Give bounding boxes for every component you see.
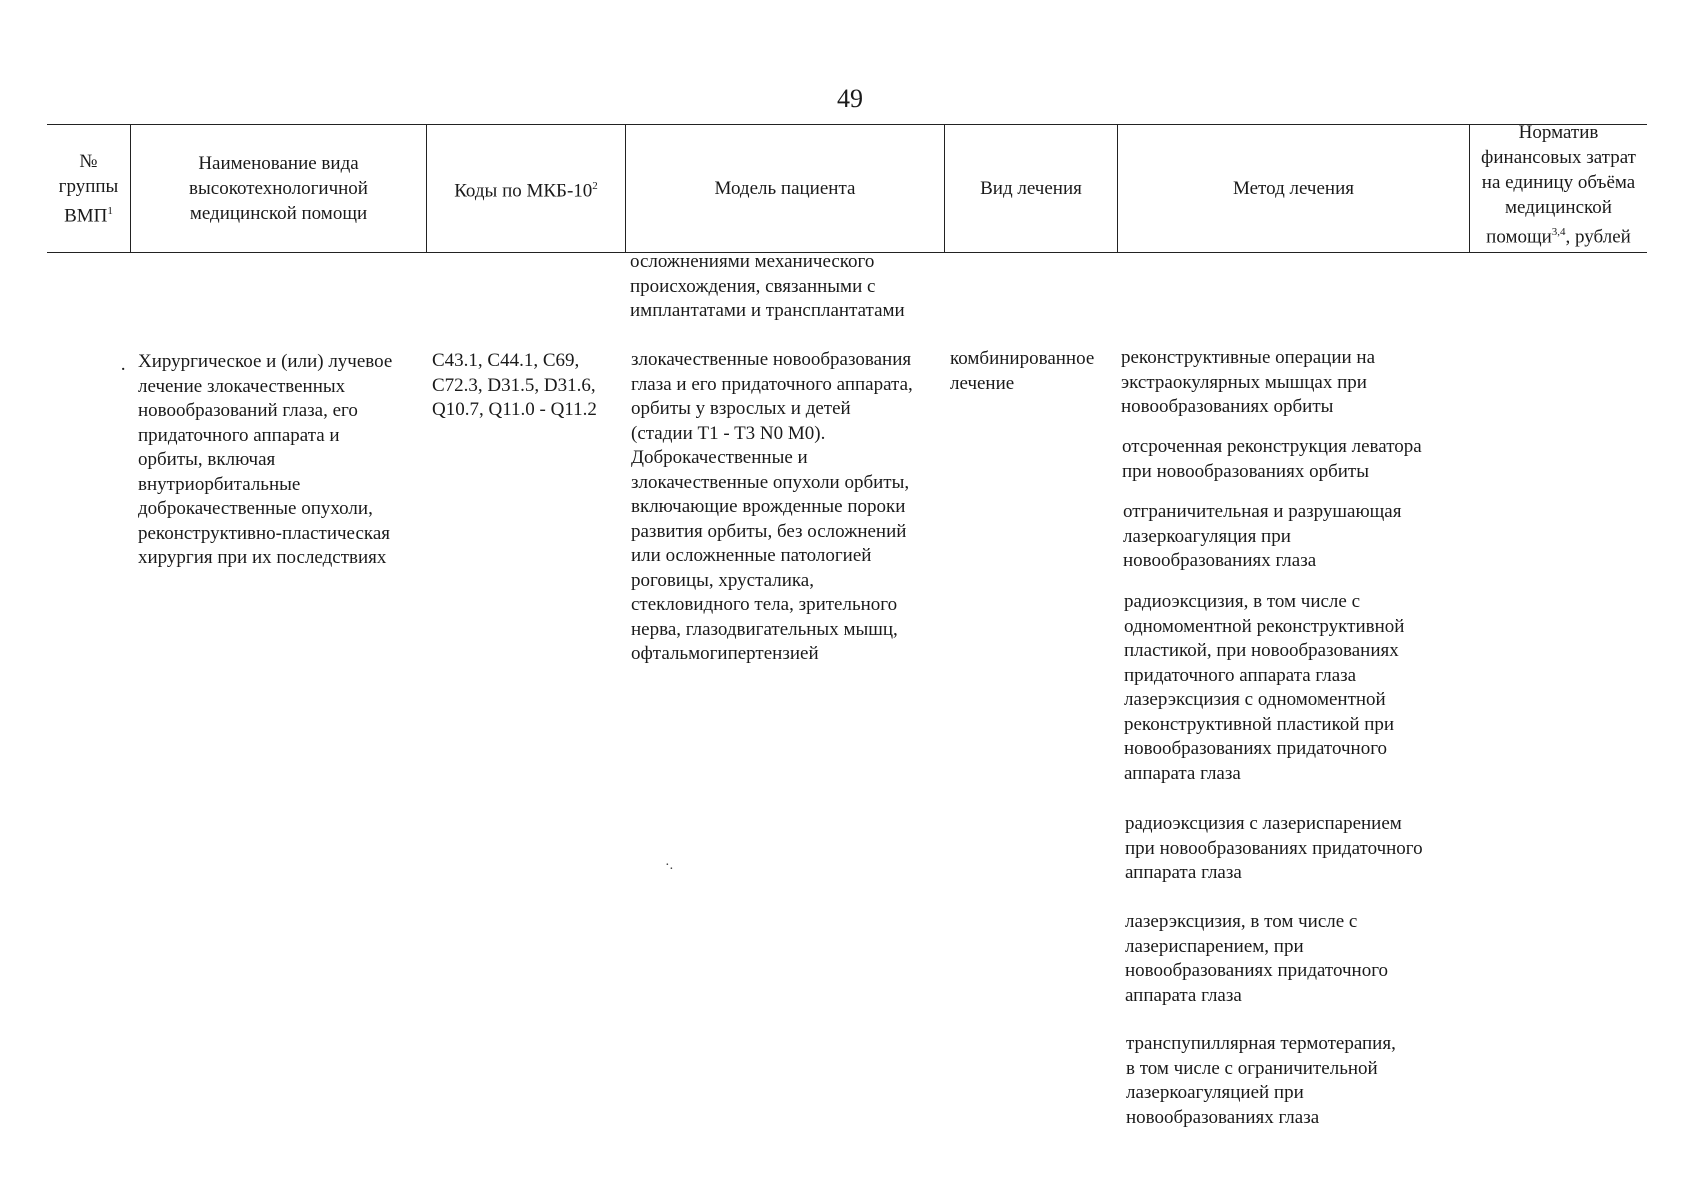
text-line: аппарата глаза bbox=[1124, 762, 1241, 784]
header-cost-norm bbox=[1470, 120, 1647, 250]
text-line: имплантатами и трансплантатами bbox=[630, 300, 905, 321]
text-line: (стадии T1 - T3 N0 M0). bbox=[631, 422, 826, 444]
text-line: Q10.7, Q11.0 - Q11.2 bbox=[432, 399, 597, 420]
header-group-number bbox=[47, 126, 130, 251]
text-line: или осложненные патологией bbox=[631, 545, 872, 566]
text-line: новообразованиях глаза bbox=[1126, 1106, 1320, 1128]
care-name-cell bbox=[138, 350, 424, 571]
page-number: 49 bbox=[837, 84, 863, 113]
header-method-text: Метод лечения bbox=[1232, 178, 1354, 199]
header-norm-tail: , рублей bbox=[1565, 226, 1631, 248]
text-line: лазерэксцизия с одномоментной bbox=[1124, 689, 1386, 710]
text-line: реконструктивные операции на bbox=[1121, 347, 1376, 368]
text-line: злокачественные новообразования bbox=[631, 349, 912, 370]
text-line: новообразованиях орбиты bbox=[1121, 396, 1334, 417]
text-line: доброкачественные опухоли, bbox=[138, 498, 373, 519]
header-treatment-method bbox=[1118, 126, 1469, 251]
text-line: C43.1, C44.1, C69, bbox=[432, 350, 580, 371]
continuation-patient-model bbox=[630, 250, 942, 324]
header-icd-codes bbox=[427, 126, 625, 251]
text-line: пластикой, при новообразованиях bbox=[1124, 640, 1399, 661]
text-line: новообразований глаза, его bbox=[138, 400, 358, 421]
text-line: Хирургическое и (или) лучевое bbox=[138, 351, 393, 372]
text-line: роговицы, хрусталика, bbox=[631, 569, 814, 591]
text-line: хирургия при их последствиях bbox=[138, 547, 387, 568]
text-line: лазерэксцизия, в том числе с bbox=[1125, 911, 1358, 932]
text-line: глаза и его придаточного аппарата, bbox=[631, 373, 913, 395]
header-name-line: медицинской помощи bbox=[189, 203, 368, 224]
text-line: лазеркоагуляцией при bbox=[1126, 1082, 1304, 1103]
text-line: орбиты у взрослых и детей bbox=[631, 398, 851, 419]
text-line: нерва, глазодвигательных мышц, bbox=[631, 618, 898, 640]
text-line: реконструктивно-пластическая bbox=[138, 522, 391, 544]
header-name-line: Наименование вида bbox=[198, 153, 359, 174]
text-line: в том числе с ограничительной bbox=[1126, 1057, 1378, 1079]
text-line: C72.3, D31.5, D31.6, bbox=[432, 374, 596, 396]
treatment-method-block bbox=[1125, 910, 1471, 1008]
header-treatment-type bbox=[945, 126, 1117, 251]
text-line: лазеркоагуляция при bbox=[1123, 525, 1291, 547]
header-norm-line: медицинской bbox=[1505, 197, 1612, 219]
table-top-rule bbox=[47, 124, 1647, 125]
text-line: одномоментной реконструктивной bbox=[1124, 615, 1405, 637]
text-line: новообразованиях глаза bbox=[1123, 550, 1317, 571]
treatment-method-block bbox=[1123, 500, 1469, 574]
header-group-line: № bbox=[79, 150, 98, 172]
text-line: осложнениями механического bbox=[630, 251, 875, 272]
header-name-line: высокотехнологичной bbox=[189, 178, 368, 199]
treatment-method-block bbox=[1124, 590, 1470, 786]
text-line: стекловидного тела, зрительного bbox=[631, 594, 898, 615]
header-type-text: Вид лечения bbox=[980, 178, 1082, 199]
header-group-line: ВМП bbox=[64, 205, 108, 227]
text-line: новообразованиях придаточного bbox=[1124, 738, 1388, 759]
treatment-method-block bbox=[1122, 435, 1468, 484]
text-line: радиоэксцизия, в том числе с bbox=[1124, 591, 1361, 612]
text-line: транспупиллярная термотерапия, bbox=[1126, 1033, 1396, 1054]
treatment-method-block bbox=[1125, 812, 1471, 886]
patient-model-cell bbox=[631, 348, 943, 667]
header-codes-text: Коды по МКБ-10 bbox=[454, 180, 593, 202]
header-norm-line: Норматив bbox=[1518, 122, 1599, 144]
text-line: лазериспарением, при bbox=[1125, 935, 1304, 957]
text-line: при новообразованиях придаточного bbox=[1125, 837, 1423, 859]
treatment-method-block bbox=[1126, 1032, 1472, 1130]
text-line: лечение злокачественных bbox=[138, 375, 346, 397]
text-line: придаточного аппарата и bbox=[138, 424, 340, 446]
text-line: аппарата глаза bbox=[1125, 862, 1242, 883]
text-line: экстраокулярных мышцах при bbox=[1121, 371, 1367, 393]
group-number-marker: · bbox=[120, 359, 127, 380]
text-line: орбиты, включая bbox=[138, 449, 276, 470]
icd-codes-cell bbox=[432, 349, 624, 423]
text-line: придаточного аппарата глаза bbox=[1124, 664, 1357, 686]
text-line: новообразованиях придаточного bbox=[1125, 960, 1389, 981]
treatment-method-block bbox=[1121, 346, 1467, 420]
header-group-line: группы bbox=[58, 175, 119, 197]
treatment-type-cell bbox=[950, 347, 1116, 396]
text-line: происхождения, связанными с bbox=[630, 275, 876, 297]
text-line: радиоэксцизия с лазериспарением bbox=[1125, 813, 1402, 834]
header-norm-line: на единицу объёма bbox=[1481, 172, 1636, 194]
scan-speck: ·. bbox=[665, 858, 674, 873]
text-line: реконструктивной пластикой при bbox=[1124, 713, 1395, 735]
text-line: развития орбиты, без осложнений bbox=[631, 520, 907, 542]
text-line: злокачественные опухоли орбиты, bbox=[631, 471, 910, 493]
footnote-ref: 2 bbox=[592, 179, 598, 192]
footnote-ref: 3,4 bbox=[1551, 226, 1566, 239]
header-care-name bbox=[131, 126, 426, 251]
text-line: включающие врожденные пороки bbox=[631, 496, 906, 517]
header-model-text: Модель пациента bbox=[714, 178, 856, 199]
text-line: Доброкачественные и bbox=[631, 447, 808, 468]
text-line: при новообразованиях орбиты bbox=[1122, 460, 1369, 482]
header-norm-line: помощи bbox=[1486, 226, 1552, 248]
text-line: аппарата глаза bbox=[1125, 984, 1242, 1006]
text-line: внутриорбитальные bbox=[138, 473, 301, 495]
header-norm-line: финансовых затрат bbox=[1481, 147, 1636, 169]
text-line: офтальмогипертензией bbox=[631, 643, 819, 664]
text-line: отсроченная реконструкция леватора bbox=[1122, 436, 1422, 457]
footnote-ref: 1 bbox=[107, 204, 113, 217]
text-line: комбинированное bbox=[950, 348, 1095, 369]
text-line: отграничительная и разрушающая bbox=[1123, 501, 1402, 522]
text-line: лечение bbox=[950, 372, 1015, 394]
header-patient-model bbox=[626, 126, 944, 251]
